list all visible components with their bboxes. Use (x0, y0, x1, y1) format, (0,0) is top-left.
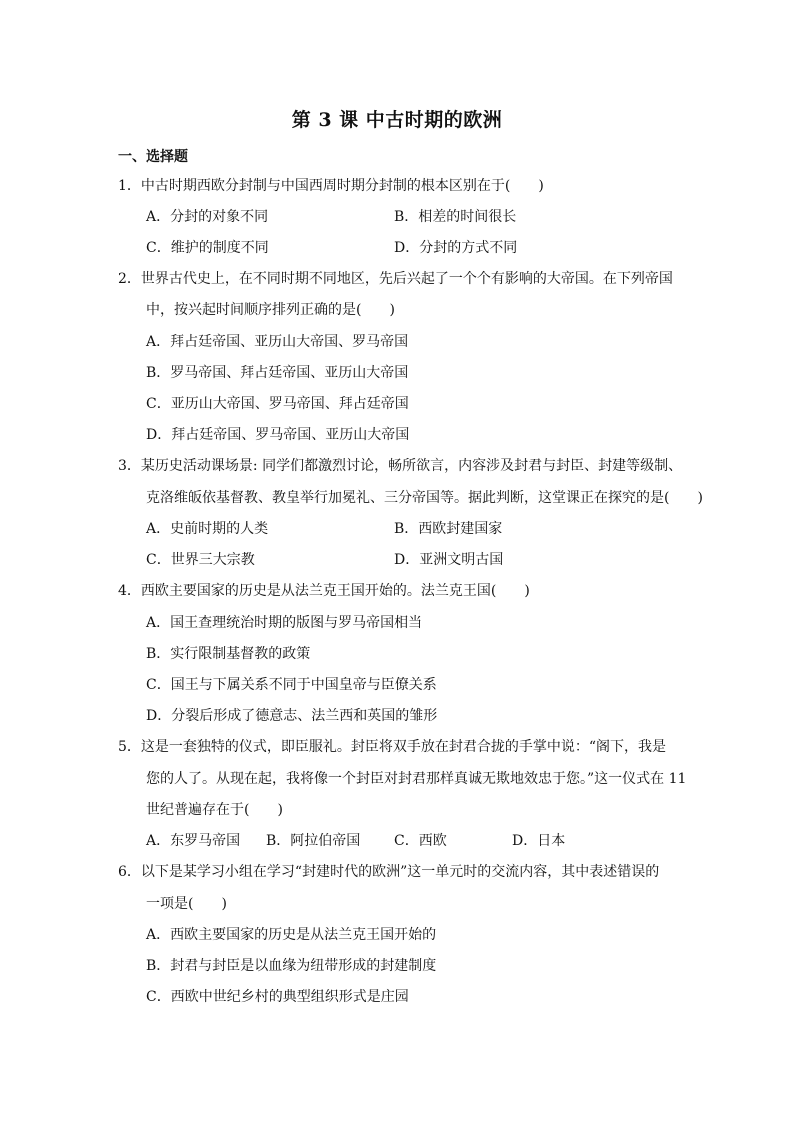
question-5-option-d: D．日本 (512, 833, 566, 849)
question-5-stem-line2: 您的人了。从现在起，我将像一个封臣对封君那样真诚无欺地效忠于您。”这一仪式在 11 (146, 771, 687, 787)
question-6-stem-line1: 6．以下是某学习小组在学习“封建时代的欧洲”这一单元时的交流内容，其中表述错误的 (118, 864, 660, 880)
question-3-option-a: A．史前时期的人类 (146, 521, 269, 537)
section-heading: 一、选择题 (118, 149, 188, 165)
question-6-option-c: C．西欧中世纪乡村的典型组织形式是庄园 (146, 989, 409, 1005)
question-1-option-d: D．分封的方式不同 (394, 240, 518, 256)
question-4-option-a: A．国王查理统治时期的版图与罗马帝国相当 (146, 615, 423, 631)
question-1-stem: 1．中古时期西欧分封制与中国西周时期分封制的根本区别在于( ) (118, 178, 544, 194)
question-2-option-d: D．拜占廷帝国、罗马帝国、亚历山大帝国 (146, 427, 410, 443)
question-3-option-b: B．西欧封建国家 (394, 521, 503, 537)
question-2-option-b: B．罗马帝国、拜占廷帝国、亚历山大帝国 (146, 365, 409, 381)
question-4-option-c: C．国王与下属关系不同于中国皇帝与臣僚关系 (146, 677, 437, 693)
question-5-stem-line3: 世纪普遍存在于( ) (146, 802, 283, 818)
question-6-option-b: B．封君与封臣是以血缘为纽带形成的封建制度 (146, 958, 437, 974)
question-5-option-b: B．阿拉伯帝国 (266, 833, 361, 849)
question-1-option-b: B．相差的时间很长 (394, 209, 517, 225)
question-3-stem-line1: 3．某历史活动课场景: 同学们都激烈讨论，畅所欲言，内容涉及封君与封臣、封建等级制、 (118, 458, 683, 474)
question-3-stem-line2: 克洛维皈依基督教、教皇举行加冕礼、三分帝国等。据此判断，这堂课正在探究的是( ) (146, 490, 703, 506)
question-5-stem-line1: 5．这是一套独特的仪式，即臣服礼。封臣将双手放在封君合拢的手掌中说：“阁下，我是 (118, 739, 667, 755)
question-5-option-a: A．东罗马帝国 (146, 833, 241, 849)
page-title: 第 3 课 中古时期的欧洲 (291, 109, 503, 131)
question-1-option-c: C．维护的制度不同 (146, 240, 269, 256)
question-2-option-c: C．亚历山大帝国、罗马帝国、拜占廷帝国 (146, 396, 409, 412)
question-2-stem-line2: 中，按兴起时间顺序排列正确的是( ) (146, 302, 395, 318)
question-4-option-b: B．实行限制基督教的政策 (146, 646, 311, 662)
question-2-option-a: A．拜占廷帝国、亚历山大帝国、罗马帝国 (146, 334, 409, 350)
question-1-option-a: A．分封的对象不同 (146, 209, 269, 225)
question-4-option-d: D．分裂后形成了德意志、法兰西和英国的雏形 (146, 708, 438, 724)
question-3-option-d: D．亚洲文明古国 (394, 552, 504, 568)
question-3-option-c: C．世界三大宗教 (146, 552, 255, 568)
question-4-stem: 4．西欧主要国家的历史是从法兰克王国开始的。法兰克王国( ) (118, 583, 530, 599)
question-2-stem-line1: 2．世界古代史上，在不同时期不同地区，先后兴起了一个个有影响的大帝国。在下列帝国 (118, 271, 673, 287)
question-5-option-c: C．西欧 (394, 833, 447, 849)
question-6-option-a: A．西欧主要国家的历史是从法兰克王国开始的 (146, 927, 437, 943)
question-6-stem-line2: 一项是( ) (146, 896, 227, 912)
